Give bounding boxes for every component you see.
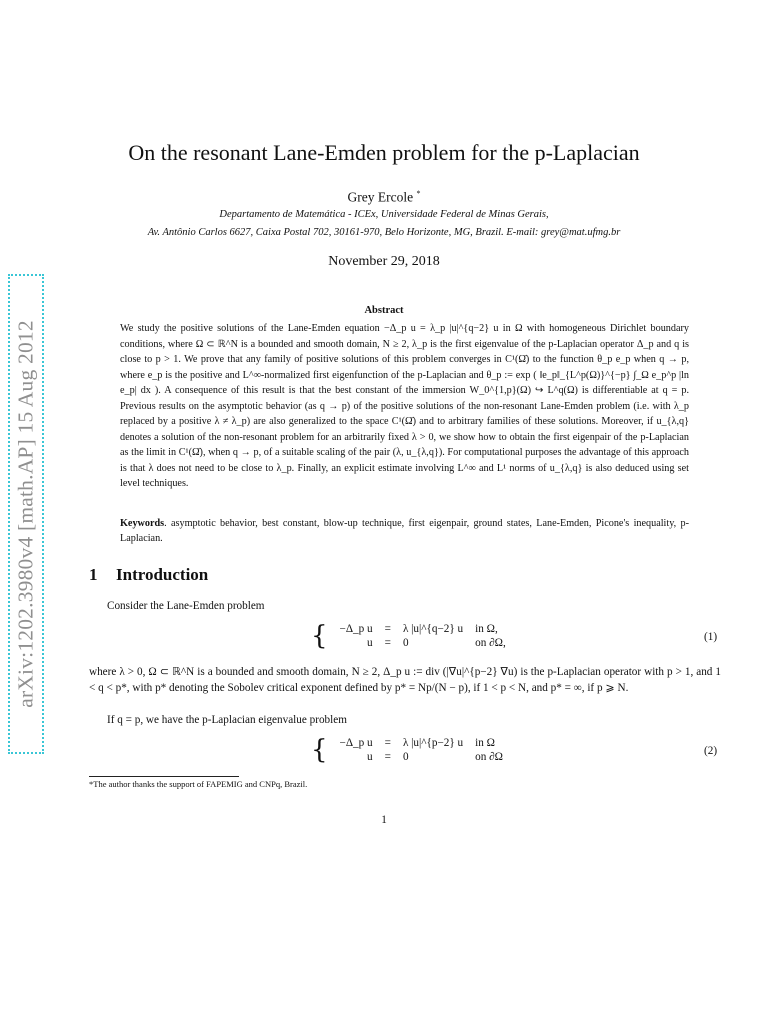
equation-2 — [305, 736, 509, 764]
eq1-row2-domain: on ∂Ω, — [475, 637, 506, 649]
equation-2-label: (2) — [704, 745, 718, 757]
eq2-row2-rel: = — [384, 751, 391, 763]
eq1-row2-lhs: u — [367, 637, 373, 649]
keywords-label: Keywords — [120, 518, 165, 529]
eq2-row1-rel: = — [384, 737, 391, 749]
eq2-row2-lhs: u — [367, 751, 373, 763]
arxiv-stamp — [8, 274, 44, 754]
paper-title: On the resonant Lane-Emden problem for the p-Laplacian — [128, 140, 640, 165]
equation-1 — [305, 622, 512, 650]
section-number: 1 — [89, 565, 98, 584]
eq2-row1-rhs: λ |u|^{p−2} u — [402, 737, 464, 749]
keywords-list: . asymptotic behavior, best constant, blow-up technique, first eigenpair, ground states, Lane-Emden, Picone's inequality, p-Laplacian. — [120, 518, 689, 544]
paper-date: November 29, 2018 — [328, 254, 440, 269]
paragraph-eigenvalue: If q = p, we have the p-Laplacian eigenvalue problem — [107, 714, 347, 726]
page-number: 1 — [381, 814, 387, 826]
eq1-row1-lhs: −Δ_p u — [339, 623, 373, 635]
eq2-row1-domain: in Ω — [475, 737, 495, 749]
abstract-text: We study the positive solutions of the Lane-Emden equation −Δ_p u = λ_p |u|^{q−2} u in Ω with homogeneous Dirichlet boundary conditions, where Ω ⊂ ℝ^N is a bounded and smooth domain, N ≥ 2, λ_p is the first eigenvalue of the p-Laplacian operator Δ_p and q is close to p > 1. We prove that any family of positive solutions of this problem converges in C¹(Ω̄) to the function θ_p e_p when q → p, where e_p is the positive and L^∞-normalized first eigenfunction of the p-Laplacian and θ_p := exp ( ‖e_p‖_{L^p(Ω)}^{−p} ∫_Ω e_p^p |ln e_p| dx ). A consequence of this result is that the best constant of the immersion W_0^{1,p}(Ω) ↪ L^q(Ω) is differentiable at q = p. Previous results on the asymptotic behavior (as q → p) of the positive solutions of the non-resonant Lane-Emden problem (i.e. with λ_p replaced by a positive λ ≠ λ_p) are also generalized to the space C¹(Ω̄) and to arbitrary families of these solutions. Moreover, if u_{λ,q} denotes a solution of the non-resonant problem for an arbitrarily fixed λ > 0, we show how to obtain the first eigenpair of the p-Laplacian as the limit in C¹(Ω̄), when q → p, of a suitable scaling of the pair (λ, u_{λ,q}). For computational purposes the advantage of this approach is that λ does not need to be close to λ_p. Finally, an explicit estimate involving L^∞ and L¹ norms of u_{λ,q} is also deduced using set level techniques. — [120, 323, 689, 489]
affiliation-line-2: Av. Antônio Carlos 6627, Caixa Postal 702, 30161-970, Belo Horizonte, MG, Brazil. E-mail: grey@mat.ufmg.br — [147, 227, 621, 238]
affiliation-line-1: Departamento de Matemática - ICEx, Universidade Federal de Minas Gerais, — [219, 209, 549, 220]
eq2-row1-lhs: −Δ_p u — [339, 737, 373, 749]
keywords — [120, 516, 689, 546]
eq1-row1-rhs: λ |u|^{q−2} u — [402, 623, 464, 635]
paragraph-where: where λ > 0, Ω ⊂ ℝ^N is a bounded and smooth domain, N ≥ 2, Δ_p u := div (|∇u|^{p−2} ∇u) is the p-Laplacian operator with p > 1, and 1 < q < p*, with p* denoting the Sobolev critical exponent defined by p* = Np/(N − p), if 1 < p < N, and p* = ∞, if p ⩾ N. — [89, 666, 721, 694]
arxiv-stamp-text: arXiv:1202.3980v4 [math.AP] 15 Aug 2012 — [13, 320, 38, 708]
author-line — [0, 189, 768, 206]
eq2-row2-domain: on ∂Ω — [475, 751, 503, 763]
equation-1-brace: { — [311, 621, 328, 651]
eq2-row2-rhs: 0 — [402, 751, 409, 763]
equation-2-brace: { — [311, 735, 328, 765]
eq1-row1-rel: = — [384, 623, 391, 635]
author-footnote-mark: * — [416, 189, 421, 198]
intro-sentence: Consider the Lane-Emden problem — [107, 600, 265, 612]
author-name: Grey Ercole — [347, 189, 414, 205]
section-title: Introduction — [116, 565, 209, 584]
section-heading — [89, 565, 208, 585]
abstract-heading: Abstract — [364, 305, 404, 316]
footnote-rule — [89, 776, 239, 777]
equation-1-label: (1) — [704, 631, 718, 643]
eq1-row2-rel: = — [384, 637, 391, 649]
eq1-row1-domain: in Ω, — [475, 623, 498, 635]
eq1-row2-rhs: 0 — [402, 637, 409, 649]
footnote: *The author thanks the support of FAPEMIG and CNPq, Brazil. — [89, 779, 308, 789]
